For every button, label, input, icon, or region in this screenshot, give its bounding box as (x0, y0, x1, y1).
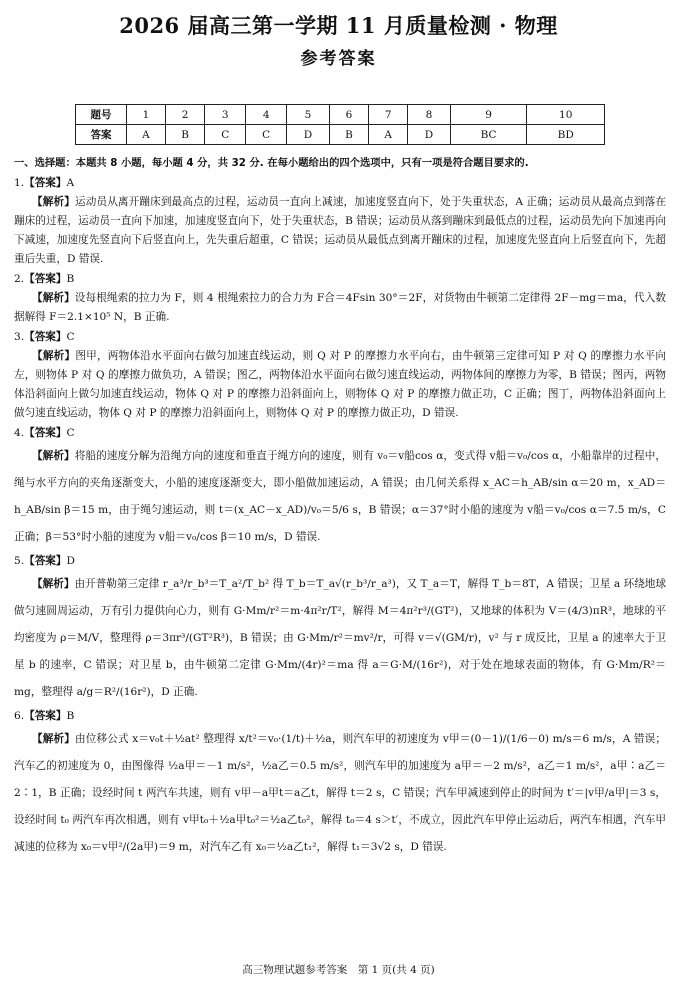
answer-cell: B (329, 125, 368, 145)
question-answer-line (14, 174, 666, 193)
answer-table-answer-label: 答案 (76, 125, 127, 145)
question-analysis (14, 289, 666, 327)
question-answer: B (66, 710, 75, 722)
question-number-cell: 8 (408, 105, 451, 125)
analysis-text: 由开普勒第三定律 r_a³/r_b³＝T_a²/T_b² 得 T_b＝T_a√(r_b³/r_a³)，又 T_a＝T，解得 T_b＝8T，A 错误；卫星 a 环绕地球做匀速圆周运动，万有引力提供向心力，则有 G·Mm/r²＝m·4π²r/T²，解得 M＝4π²r³/(GT²)，又地球的体积为 V＝(4/3)πR³，地球的平均密度为 ρ＝M/V，整理得 ρ＝3πr³/(GT²R³)，B 错误；由 G·Mm/r²＝mv²/r，可得 v＝√(GM/r)，v² 与 r 成反比，卫星 a 的速率大于卫星 b 的速率，C 错误；对卫星 b，由牛顿第二定律 G·Mm/(4r)²＝ma 得 a＝G·M/(16r²)，对于处在地球表面的物体，有 G·Mm/R²＝mg，整理得 a/g＝R²/(16r²)，D 正确. (14, 578, 667, 698)
answer-cell: A (127, 125, 166, 145)
answer-table-number-label: 题号 (76, 105, 127, 125)
question-number-cell: 4 (246, 105, 287, 125)
page-subtitle: 参考答案 (300, 49, 377, 69)
analysis-tag: 【解析】 (32, 733, 75, 745)
analysis-text: 将船的速度分解为沿绳方向的速度和垂直于绳方向的速度，则有 v₀＝v船cos α，变式得 v船＝v₀/cos α，小船靠岸的过程中，绳与水平方向的夹角逐渐变大，小船的速度逐渐变大，即小船做加速运动，A 错误；由几何关系得 x_AC＝h_AB/sin α＝20 m，x_AD＝h_AB/sin β＝15 m，由于绳匀速运动，则 t＝(x_AC－x_AD)/v₀＝5/6 s，B 错误；α＝37°时小船的速度为 v船＝v₀/cos α＝7.5 m/s，C 正确；β＝53°时小船的速度为 v船＝v₀/cos β＝10 m/s，D 错误. (14, 450, 667, 543)
answer-cell: D (408, 125, 451, 145)
question-number-cell: 3 (205, 105, 246, 125)
question-number-cell: 9 (450, 105, 527, 125)
answer-cell: C (205, 125, 246, 145)
question-answer: C (66, 331, 75, 343)
answer-cell: BD (527, 125, 605, 145)
analysis-tag: 【解析】 (32, 450, 75, 462)
question-number-cell: 7 (369, 105, 408, 125)
question-6 (14, 707, 666, 861)
question-analysis (14, 443, 666, 551)
question-2 (14, 270, 666, 327)
question-number-cell: 5 (287, 105, 330, 125)
question-analysis (14, 726, 666, 861)
analysis-text: 由位移公式 x＝v₀t＋½at² 整理得 x/t²＝v₀·(1/t)＋½a，则汽车甲的初速度为 v甲＝(0－1)/(1/6－0) m/s＝6 m/s，A 错误；汽车乙的初速度为 0，由图像得 ½a甲＝－1 m/s²，½a乙＝0.5 m/s²，则汽车甲的加速度为 a甲＝－2 m/s²，a乙＝1 m/s²，a甲∶a乙＝2∶1，B 正确；设经时间 t 两汽车共速，则有 v甲－a甲t＝a乙t，解得 t＝2 s，C 错误；汽车甲减速到停止的时间为 t′＝|v甲/a甲|＝3 s，设经时间 t₀ 两汽车再次相遇，则有 v甲t₀＋½a甲t₀²＝½a乙t₀²，解得 t₀＝4 s＞t′，不成立，因此汽车甲停止运动后，两汽车相遇，汽车甲减速的位移为 x₀＝v甲²/(2a甲)＝9 m，对汽车乙有 x₀＝½a乙t₁²，解得 t₁＝3√2 s，D 错误. (14, 733, 666, 853)
question-4 (14, 424, 666, 551)
question-number: 1. (14, 177, 25, 189)
question-number: 2. (14, 273, 25, 285)
question-answer: D (66, 555, 75, 567)
answer-tag: 【答案】 (24, 177, 67, 189)
question-analysis (14, 347, 666, 423)
page-title: 2026 届高三第一学期 11 月质量检测 · 物理 (119, 13, 558, 38)
question-number-cell: 1 (127, 105, 166, 125)
answer-cell: C (246, 125, 287, 145)
answer-cell: B (165, 125, 204, 145)
question-answer-line (14, 328, 666, 347)
analysis-tag: 【解析】 (32, 196, 75, 208)
section-heading: 一、选择题：本题共 8 小题，每小题 4 分，共 32 分. 在每小题给出的四个选项中，只有一项是符合题目要求的. (14, 157, 529, 169)
question-number: 3. (14, 331, 25, 343)
question-answer-line (14, 424, 666, 443)
analysis-tag: 【解析】 (32, 350, 76, 362)
answer-table (75, 104, 605, 145)
answer-cell: D (287, 125, 330, 145)
question-number: 6. (14, 710, 25, 722)
question-1 (14, 174, 666, 269)
answer-tag: 【答案】 (24, 555, 67, 567)
page-footer: 高三物理试题参考答案 第 1 页(共 4 页) (242, 964, 435, 976)
analysis-text: 图甲，两物体沿水平面向右做匀加速直线运动，则 Q 对 P 的摩擦力水平向右，由牛顿第三定律可知 P 对 Q 的摩擦力水平向左，则物体 P 对 Q 的摩擦力做负功，A 错误；图乙，两物体沿水平面向右做匀速直线运动，两物体间的摩擦力为零，B 错误；图丙，两物体沿斜面向上做匀加速直线运动，物体 Q 对 P 的摩擦力沿斜面向上，则物体 Q 对 P 的摩擦力做正功，C 正确；图丁，两物体沿斜面向上做匀速直线运动，物体 Q 对 P 的摩擦力沿斜面向上，则物体 Q 对 P 的摩擦力做正功，D 错误. (14, 350, 667, 419)
question-5 (14, 552, 666, 706)
answer-tag: 【答案】 (24, 273, 67, 285)
analysis-text: 运动员从离开蹦床到最高点的过程，运动员一直向上减速，加速度竖直向下，处于失重状态，A 正确；运动员从最高点到落在蹦床的过程，运动员一直向下加速，加速度竖直向下，处于失重状态，B 错误；运动员从落到蹦床到最低点的过程，运动员先向下加速再向下减速，加速度先竖直向下后竖直向上，先失重后超重，C 错误；运动员从最低点到离开蹦床的过程，加速度先竖直向上后竖直向下，先超重后失重，D 错误. (14, 196, 667, 265)
question-analysis (14, 571, 666, 706)
analysis-tag: 【解析】 (32, 292, 75, 304)
question-number-cell: 6 (329, 105, 368, 125)
question-number: 4. (14, 427, 25, 439)
question-answer: A (66, 177, 75, 189)
answer-tag: 【答案】 (24, 710, 67, 722)
question-number: 5. (14, 555, 25, 567)
question-answer-line (14, 552, 666, 571)
answer-table-number-row (76, 105, 605, 125)
analysis-text: 设每根绳索的拉力为 F，则 4 根绳索拉力的合力为 F合＝4Fsin 30°＝2F，对货物由牛顿第二定律得 2F－mg＝ma，代入数据解得 F＝2.1×10⁵ N，B 正确. (14, 292, 666, 323)
analysis-tag: 【解析】 (32, 578, 75, 590)
question-answer: C (66, 427, 75, 439)
question-number-cell: 2 (165, 105, 204, 125)
question-answer-line (14, 707, 666, 726)
answer-table-answer-row (76, 125, 605, 145)
answer-tag: 【答案】 (24, 427, 67, 439)
answer-cell: BC (450, 125, 527, 145)
question-analysis (14, 193, 666, 269)
answer-tag: 【答案】 (24, 331, 67, 343)
question-number-cell: 10 (527, 105, 605, 125)
answer-cell: A (369, 125, 408, 145)
answer-content (14, 154, 666, 861)
question-answer: B (66, 273, 75, 285)
question-answer-line (14, 270, 666, 289)
question-3 (14, 328, 666, 423)
